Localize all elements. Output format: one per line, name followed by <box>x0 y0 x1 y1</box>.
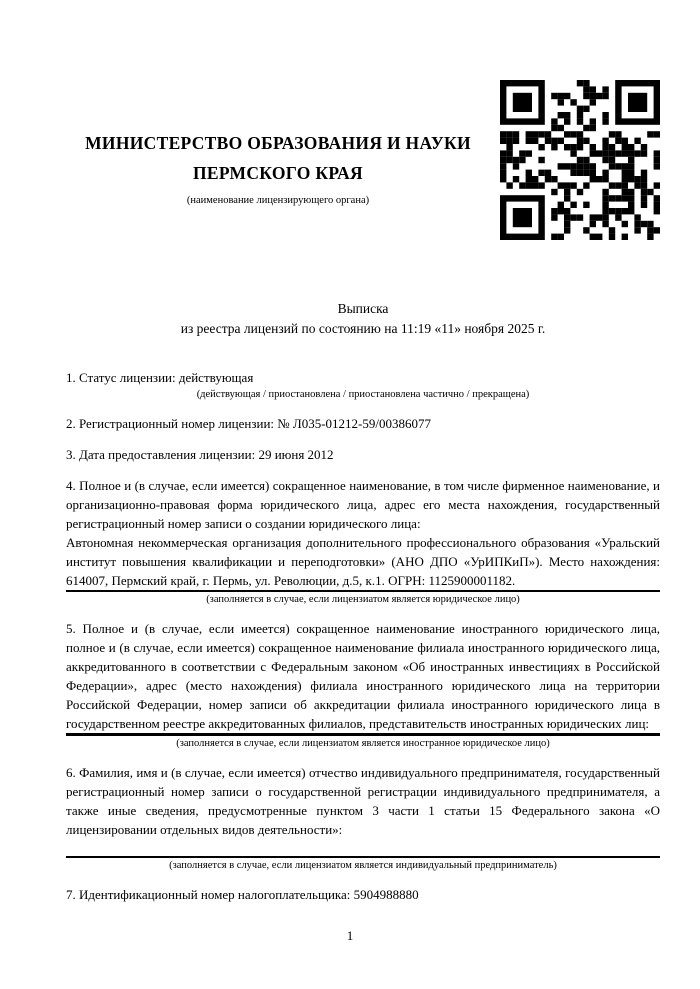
individual-entrepreneur-label: 6. Фамилия, имя и (в случае, если имеется) отчество индивидуального предпринимателя, государственный регистрационный номер записи о государственной регистрации индивидуального предпринимателя, а также иные сведения, предусмотренные пунктом 3 части 1 статьи 15 Федерального закона «О лицензировании отдельных видов деятельности»: <box>66 765 660 837</box>
item-foreign-entity <box>66 619 660 751</box>
individual-entrepreneur-caption: (заполняется в случае, если лицензиатом является индивидуальный предприниматель) <box>169 860 557 871</box>
page-number: 1 <box>346 928 354 943</box>
legal-entity-caption: (заполняется в случае, если лицензиатом является юридическое лицо) <box>206 594 520 605</box>
individual-entrepreneur-blank <box>66 839 660 856</box>
legal-entity-value: Автономная некоммерческая организация дополнительного профессионального образования «Уральский институт повышения квалификации и переподготовки» (АНО ДПО «УрИПКиП»). Место нахождения: 614007, Пермский край, г. Пермь, ул. Революции, д.5, к.1. ОГРН: 1125900001182. <box>66 535 660 588</box>
item-inn: 7. Идентификационный номер налогоплательщика: 5904988880 <box>66 887 419 902</box>
org-name-line2: ПЕРМСКОГО КРАЯ <box>193 163 363 183</box>
foreign-entity-label: 5. Полное и (в случае, если имеется) сокращенное наименование иностранного юридического лица, полное и (в случае, если имеется) сокращенное наименование филиала иностранного юридического лица, аккредитованного в соответствии с Федеральным законом «Об иностранных инвестициях в Российской Федерации», адрес (место нахождения) филиала иностранного юридического лица на территории Российской Федерации, номер записи об аккредитации филиала иностранного юридического лица в государственном реестре аккредитованных филиалов, представительств иностранных юридических лиц: <box>66 621 660 731</box>
document-title-line1: Выписка <box>337 301 389 316</box>
individual-entrepreneur-fill-rule <box>66 856 660 858</box>
legal-entity-label: 4. Полное и (в случае, если имеется) сокращенное наименование, в том числе фирменное наименование, и организационно-правовая форма юридического лица, адрес его места нахождения, государственный регистрационный номер записи о создании юридического лица: <box>66 478 660 531</box>
item-legal-entity <box>66 476 660 607</box>
org-name-caption: (наименование лицензирующего органа) <box>186 195 370 206</box>
licensing-authority-header <box>66 128 490 207</box>
foreign-entity-caption: (заполняется в случае, если лицензиатом является иностранное юридическое лицо) <box>176 738 550 749</box>
legal-entity-fill-rule <box>66 590 660 592</box>
document-title <box>66 299 660 339</box>
qr-code-icon <box>500 80 660 240</box>
item-individual-entrepreneur <box>66 763 660 873</box>
license-status-caption: (действующая / приостановлена / приостановлена частично / прекращена) <box>196 389 530 400</box>
license-status-text: 1. Статус лицензии: действующая <box>66 370 254 385</box>
org-name-line1: МИНИСТЕРСТВО ОБРАЗОВАНИЯ И НАУКИ <box>85 133 471 153</box>
item-registration-number: 2. Регистрационный номер лицензии: № Л035-01212-59/00386077 <box>66 416 432 431</box>
document-title-line2: из реестра лицензий по состоянию на 11:19 «11» ноября 2025 г. <box>180 321 546 336</box>
item-license-status <box>66 368 660 402</box>
item-grant-date: 3. Дата предоставления лицензии: 29 июня 2012 <box>66 447 334 462</box>
document-body <box>66 368 660 904</box>
foreign-entity-fill-rule <box>66 733 660 736</box>
